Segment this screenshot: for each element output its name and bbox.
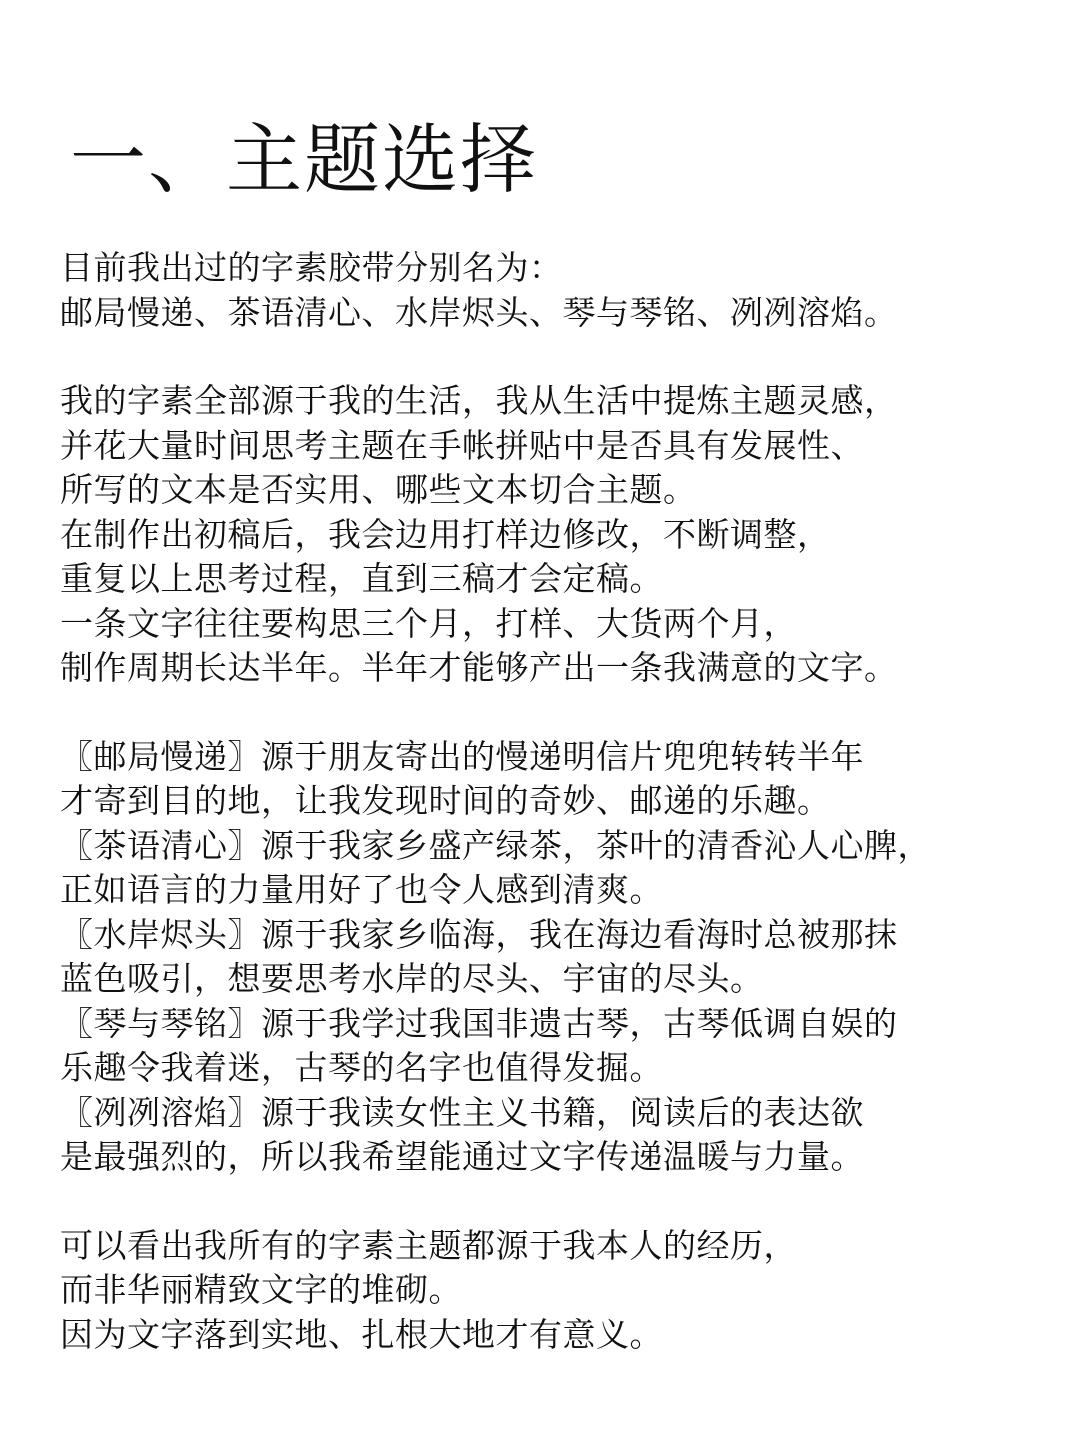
paragraph-conclusion [60,1224,1050,1358]
text-line: 〖水岸烬头〗源于我家乡临海，我在海边看海时总被那抹 [60,914,898,954]
text-line: 乐趣令我着迷，古琴的名字也值得发掘。 [60,1048,663,1087]
text-line: 目前我出过的字素胶带分别名为： [60,248,563,287]
text-line: 所写的文本是否实用、哪些文本切合主题。 [60,470,697,509]
text-line: 〖邮局慢递〗源于朋友寄出的慢递明信片兜兜转转半年 [60,736,864,776]
text-line: 才寄到目的地，让我发现时间的奇妙、邮递的乐趣。 [60,781,831,820]
text-line: 〖冽冽溶焰〗源于我读女性主义书籍，阅读后的表达欲 [60,1092,864,1132]
paragraph-product-names [60,246,1050,335]
text-line: 制作周期长达半年。半年才能够产出一条我满意的文字。 [60,648,898,687]
text-line: 是最强烈的，所以我希望能通过文字传递温暖与力量。 [60,1137,864,1176]
text-line: 邮局慢递、茶语清心、水岸烬头、琴与琴铭、冽冽溶焰。 [60,292,898,332]
text-line: 重复以上思考过程，直到三稿才会定稿。 [60,559,663,598]
text-line: 一条文字往往要构思三个月，打样、大货两个月， [60,603,797,643]
text-line: 可以看出我所有的字素主题都源于我本人的经历， [60,1225,797,1265]
text-line: 我的字素全部源于我的生活，我从生活中提炼主题灵感， [60,381,898,420]
text-line: 因为文字落到实地、扎根大地才有意义。 [60,1314,663,1354]
text-line: 〖茶语清心〗源于我家乡盛产绿茶，茶叶的清香沁人心脾， [60,825,931,865]
page-title: 一、主题选择 [70,115,538,204]
text-line: 〖琴与琴铭〗源于我学过我国非遗古琴，古琴低调自娱的 [60,1003,898,1043]
text-line: 正如语言的力量用好了也令人感到清爽。 [60,870,663,909]
document-body [60,246,1050,1401]
paragraph-creation-process [60,379,1050,691]
text-line: 而非华丽精致文字的堆砌。 [60,1270,462,1309]
paragraph-theme-origins [60,735,1050,1180]
text-line: 蓝色吸引，想要思考水岸的尽头、宇宙的尽头。 [60,959,764,998]
text-line: 在制作出初稿后，我会边用打样边修改，不断调整， [60,514,831,554]
text-line: 并花大量时间思考主题在手帐拼贴中是否具有发展性、 [60,425,864,465]
